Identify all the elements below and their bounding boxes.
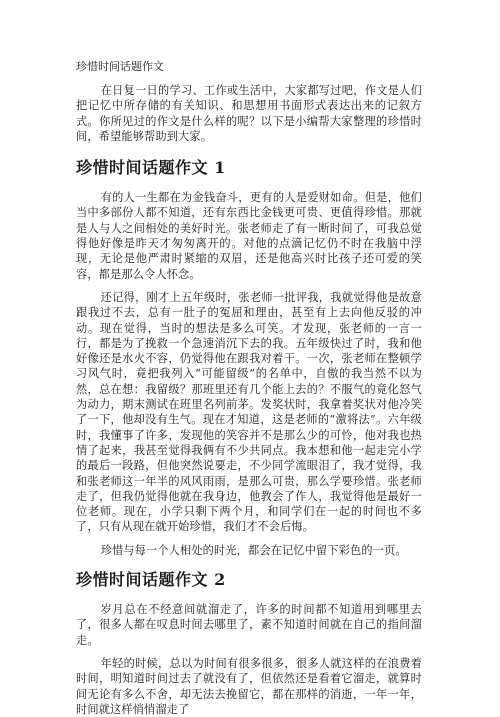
section-1-paragraph: 有的人一生都在为金钱奋斗，更有的人是爱财如命。但是，他们当中多部份人都不知道，还有东西比金钱更可贵、更值得珍惜。那就是人与人之间相处的美好时光。张老师走了有一断时间了，可我总觉得他好像是昨天才匆匆离开的。对他的点滴记忆仍不时在我脑中浮现，无论是他严肃时紧缩的双眉，还是他高兴时比孩子还可爱的笑容，都是那么令人怀念。 [76,191,422,281]
section-2 [76,570,422,717]
intro-paragraph: 在日复一日的学习、工作或生活中，大家都写过吧，作文是人们把记忆中所存储的有关知识、和思想用书面形式表达出来的记叙方式。你所见过的作文是什么样的呢？以下是小编帮大家整理的珍惜时间，希望能够帮助到大家。 [76,84,422,143]
section-2-paragraph: 岁月总在不经意间就溜走了，许多的时间都不知道用到哪里去了，很多人都在叹息时间去哪里了，素不知道时间就在自己的指间溜走。 [76,603,422,647]
section-1 [76,158,422,558]
section-1-paragraph: 珍惜与每一个人相处的时光，都会在记忆中留下彩色的一页。 [100,543,407,557]
document-label: 珍惜时间话题作文 [76,60,164,73]
section-2-paragraph: 年轻的时候，总以为时间有很多很多，很多人就这样的在浪费着时间，明知道时间过去了就没有了，但依然还是看着它溜走，就算时间无论有多么不舍，却无法去挽留它，都在那样的消逝，一年一年，时间就这样悄悄溜走了 [76,656,422,716]
section-2-title: 珍惜时间话题作文 2 [76,570,226,590]
section-1-paragraph: 还记得，刚才上五年级时，张老师一批评我，我就觉得他是故意跟我过不去，总有一肚子的冤屈和理由，甚至有上去向他反驳的冲动。现在觉得，当时的想法是多么可笑。才发现，张老师的一言一行，都是为了挽救一个急速消沉下去的我。五年级快过了时，我和他好像还是水火不容，仍觉得他在跟我对着干。一次，张老师在整顿学习风气时，竟把我列入“可能留级”的名单中，自傲的我当然不以为然，总在想：我留级？那班里还有几个能上去的？不服气的竟化怒气为动力，期末测试在班里名列前茅。发奖状时，我拿着奖状对他冷笑了一下，他却没有生气。现在才知道，这是老师的“激将法”。六年级时，我懂事了许多，发现他的笑容并不是那么少的可怜，他对我也热情了起来，我甚至觉得我俩有不少共同点。我本想和他一起走完小学的最后一段路，但他突然说要走，不少同学流眼泪了，我才觉得，我和张老师这一年半的风风雨雨，是那么可贵，那么学要珍惜。张老师走了，但我仍觉得他就在我身边，他教会了作人，我觉得他是最好一位老师。现在，小学只剩下两个月，和同学们在一起的时间也不多了，只有从现在就开始珍惜，我们才不会后悔。 [76,290,422,534]
section-1-title: 珍惜时间话题作文 1 [76,158,226,178]
